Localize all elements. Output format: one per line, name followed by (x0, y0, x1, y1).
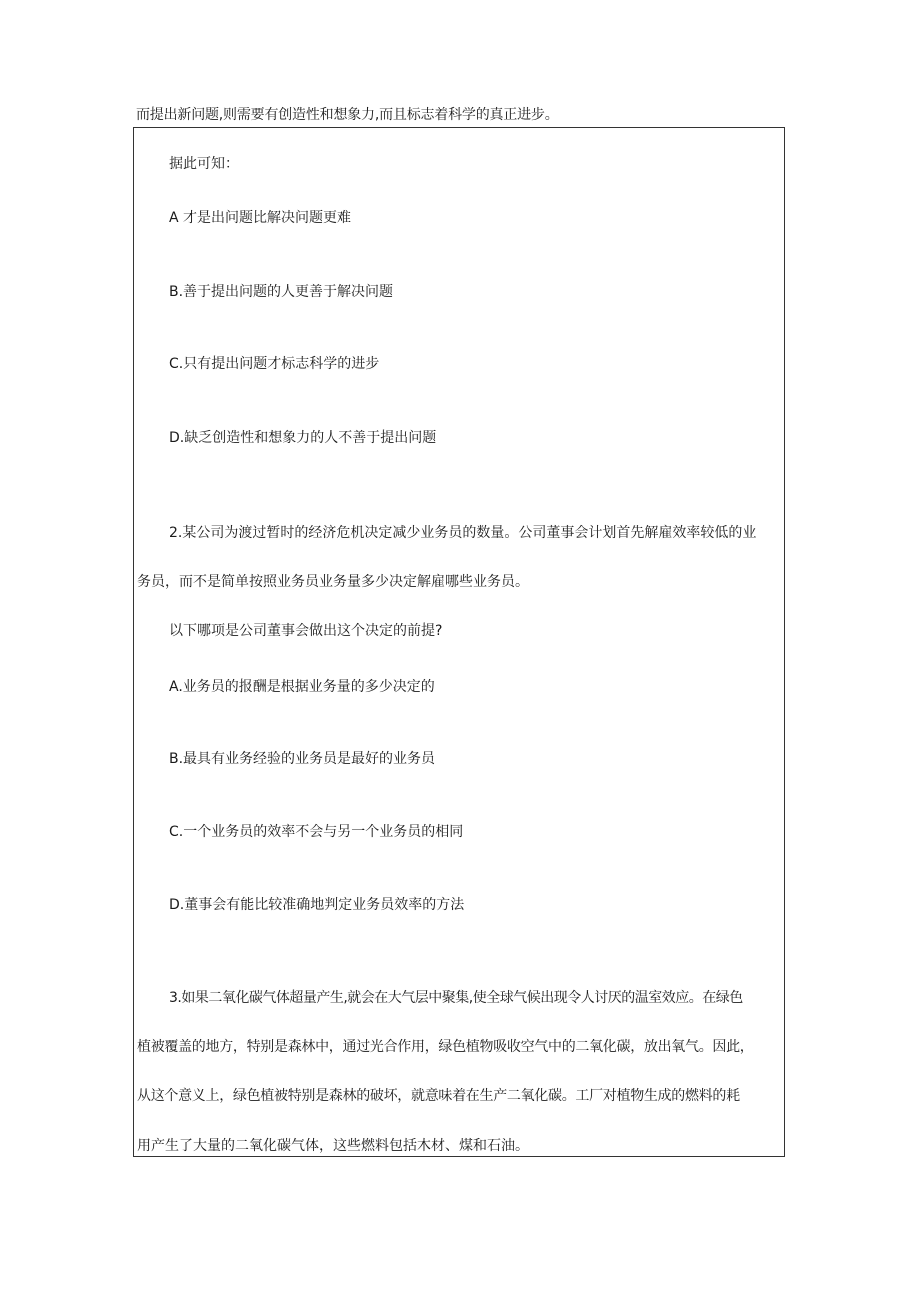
q2-option-d: D.董事会有能比较准确地判定业务员效率的方法 (169, 897, 465, 913)
q1-option-b: B.善于提出问题的人更善于解决问题 (169, 284, 394, 300)
q1-lead-text: 据此可知： (169, 156, 239, 172)
q2-stem-line-1: 2.某公司为渡过暂时的经济危机决定减少业务员的数量。公司董事会计划首先解雇效率较低的业 (169, 525, 757, 541)
q3-paragraph-line-3: 从这个意义上，绿色植被特别是森林的破坏，就意味着在生产二氧化碳。工厂对植物生成的燃料的耗 (137, 1088, 740, 1104)
q3-paragraph-line-2: 植被覆盖的地方，特别是森林中，通过光合作用，绿色植物吸收空气中的二氧化碳，放出氧气。因此， (137, 1039, 754, 1055)
q3-paragraph-line-1: 3.如果二氧化碳气体超量产生,就会在大气层中聚集,使全球气候出现令人讨厌的温室效应。在绿色 (169, 990, 743, 1006)
q2-option-c: C.一个业务员的效率不会与另一个业务员的相同 (169, 824, 464, 840)
q2-option-a: A.业务员的报酬是根据业务量的多少决定的 (169, 679, 435, 695)
q1-option-a: A 才是出问题比解决问题更难 (169, 210, 352, 226)
q1-option-d: D.缺乏创造性和想象力的人不善于提出问题 (169, 430, 437, 446)
q2-option-b: B.最具有业务经验的业务员是最好的业务员 (169, 751, 436, 767)
q3-paragraph-line-4: 用产生了大量的二氧化碳气体，这些燃料包括木材、煤和石油。 (137, 1138, 529, 1154)
continuation-text-line: 而提出新问题,则需要有创造性和想象力,而且标志着科学的真正进步。 (136, 107, 559, 123)
q2-stem-line-2: 务员，而不是简单按照业务员业务量多少决定解雇哪些业务员。 (137, 574, 529, 590)
q2-question-text: 以下哪项是公司董事会做出这个决定的前提? (169, 623, 443, 639)
question-box (133, 127, 785, 1157)
q1-option-c: C.只有提出问题才标志科学的进步 (169, 356, 380, 372)
